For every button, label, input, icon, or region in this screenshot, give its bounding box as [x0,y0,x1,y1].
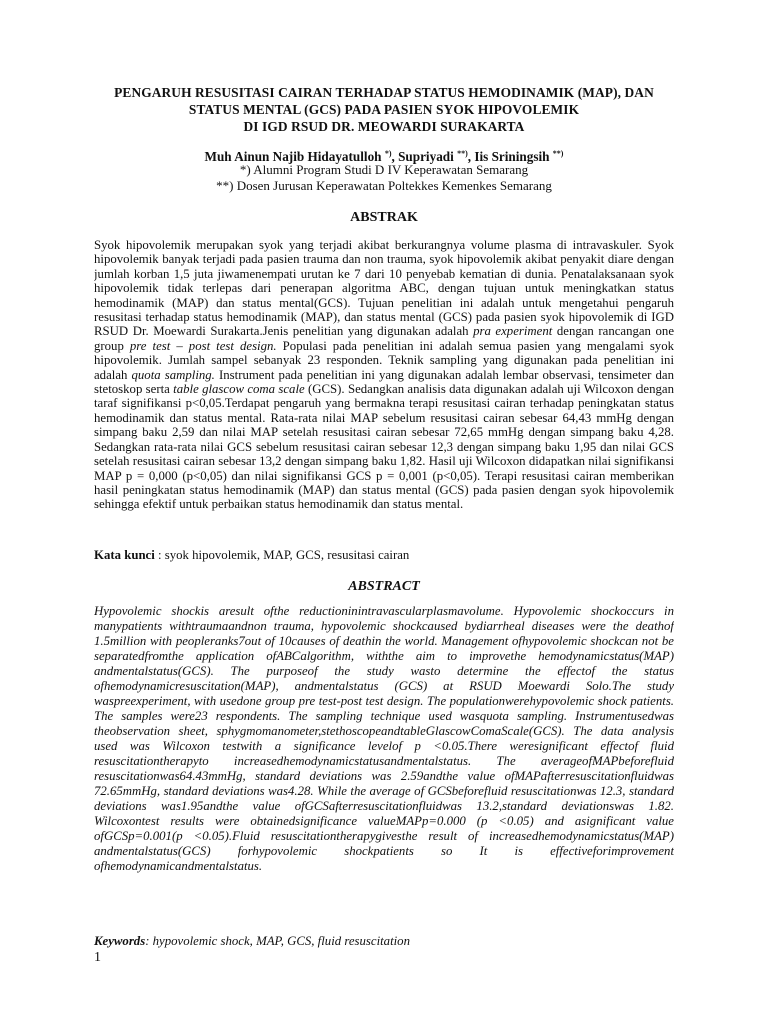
affiliation-alumni: *) Alumni Program Studi D IV Keperawatan Semarang [239,162,529,177]
author-name: Muh Ainun Najib Hidayatulloh [204,149,382,164]
abstrak-text: Instrument pada penelitian ini yang digunakan adalah lembar observasi, tensimeter dan stetoskop serta [94,367,674,397]
keywords-text: : hypovolemic shock, MAP, GCS, fluid resuscitation [145,934,410,948]
paper-title [60,84,708,135]
author-affiliation-mark: **) [552,149,564,158]
keywords [94,934,674,949]
title-line-3: DI IGD RSUD DR. MEOWARDI SURAKARTA [243,119,525,134]
author-affiliation-mark: *) [384,149,392,158]
abstrak-italic-term: pra experiment [473,324,553,339]
kata-kunci-text: : syok hipovolemik, MAP, GCS, resusitasi cairan [154,548,410,562]
abstrak-text: dengan rancangan one group [94,324,674,353]
kata-kunci [94,548,674,563]
kata-kunci-label: Kata kunci [94,548,155,562]
author-separator: , [467,149,475,164]
abstrak-text: Populasi pada penelitian ini adalah semua pasien yang mengalami syok hipovolemik. Jumlah sampel sebanyak 23 responden. Teknik sampling yang digunakan pada penelitian ini adalah [94,338,674,382]
author-name: Iis Sriningsih [474,149,550,164]
affiliation-lecturer: **) Dosen Jurusan Keperawatan Poltekkes Kemenkes Semarang [216,178,552,193]
title-line-2: STATUS MENTAL (GCS) PADA PASIEN SYOK HIPOVOLEMIK [188,102,580,117]
page-number: 1 [94,950,101,965]
title-line-1: PENGARUH RESUSITASI CAIRAN TERHADAP STATUS HEMODINAMIK (MAP), DAN [114,85,654,100]
abstrak-italic-term: pre test – post test design. [129,338,277,353]
author-affiliation-mark: **) [457,149,468,158]
abstrak-text: (GCS). Sedangkan analisis data digunakan adalah uji Wilcoxon dengan taraf signifikansi p<0,05.Terdapat pengaruh yang bermakna terapi resusitasi cairan terhadap peningkatan status hemodinamik dan status mental. Rata-rata nilai MAP sebelum resusitasi cairan sebesar 64,43 mmHg dengan simpang baku 2,59 dan nilai MAP setelah resusitasi cairan sebesar 72,65 mmHg dengan simpang baku 4,28. Sedangkan rata-rata nilai GCS sebelum resusitasi cairan sebesar 12,3 dengan simpang baku 1,95 dan nilai GCS setelah resusitasi cairan sebesar 13,2 dengan simpang baku 1,82. Hasil uji Wilcoxon didapatkan nilai signifikansi MAP p = 0,000 (p<0,05) dan nilai signifikansi GCS p = 0,001 (p<0,05). Terapi resusitasi cairan memberikan hasil peningkatan status hemodinamik (MAP) dan status mental (GCS) pada pasien dengan syok hipovolemik sehingga efektif untuk perbaikan status hemodinamik dan status mental. [94,382,674,512]
abstrak-italic-term: table glascow coma scale [173,382,305,397]
abstrak-body [94,238,674,536]
author-name: Supriyadi [398,149,454,164]
keywords-label: Keywords [94,934,146,948]
abstract-heading: ABSTRACT [348,579,420,594]
abstract-body: Hypovolemic shockis aresult ofthe reductioninintravascularplasmavolume. Hypovolemic shockoccurs in manypatients withtraumaandnon trauma, hypovolemic shockcaused bydiarrheal diseases were the deathof 1.5million with peopleranks7out of 10causes of deathin the world. Management ofhypovolemic shockcan not be separatedfromthe application ofABCalgorithm, withthe aim to improvethe hemodynamicstatus(MAP) andmentalstatus(GCS). The purposeof the study wasto determine the effectof the status ofhemodynamicresuscitation(MAP), andmentalstatus (GCS) at RSUD Moewardi Solo.The study waspreexperiment, with usedone group pre test-post test design. The populationwerehypovolemic shock patients. The samples were23 respondents. The sampling technique used wasquota sampling. Instrumentusedwas theobservation sheet, sphygmomanometer,stethoscopeandtableGlascowComaScale(GCS). The data analysis used was Wilcoxon testwith a significance levelof p <0.05.There weresignificant effectof fluid resuscitationtherapyto increasedhemodynamicstatusandmentalstatus. The averageofMAPbeforefluid resuscitationwas64.43mmHg, standard deviations was 2.59andthe value ofMAPafterresuscitationfluidwas 72.65mmHg, standard deviations was4.28. While the average of GCSbeforefluid resuscitationwas 12.3, standard deviations was1.95andthe value ofGCSafterresuscitationfluidwas 13.2,standard deviationswas 1.82. Wilcoxontest results were obtainedsignificance valueMAPp=0.000 (p <0.05) and asignificant value ofGCSp=0.001(p <0.05).Fluid resuscitationtherapygivesthe result of increasedhemodynamicstatus(MAP) andmentalstatus(GCS) forhypovolemic shockpatients so It is effectiveforimprovement ofhemodynamicandmentalstatus. [94,604,674,873]
abstrak-text: Syok hipovolemik merupakan syok yang terjadi akibat berkurangnya volume plasma di intravaskuler. Syok hipovolemik banyak terjadi pada pasien trauma dan non trauma, syok hipovolemik akibat penyakit diare dengan jumlah korban 1,5 juta jiwamenempati urutan ke 7 dari 10 penyebab kematian di dunia. Penatalaksanaan syok hipovolemik tidak terlepas dari penerapan algoritma ABC, dengan tujuan untuk meningkatkan status hemodinamik (MAP) dan status mental(GCS). Tujuan penelitian ini adalah untuk mengetahui pengaruh resusitasi terhadap status hemodinamik (MAP), dan status mental (GCS) pada pasien syok hipovolemik di IGD RSUD Dr. Moewardi Surakarta.Jenis penelitian yang digunakan adalah [94,238,674,339]
abstrak-heading: ABSTRAK [350,210,418,225]
abstrak-italic-term: quota sampling. [131,367,215,382]
author-separator: , [391,149,399,164]
